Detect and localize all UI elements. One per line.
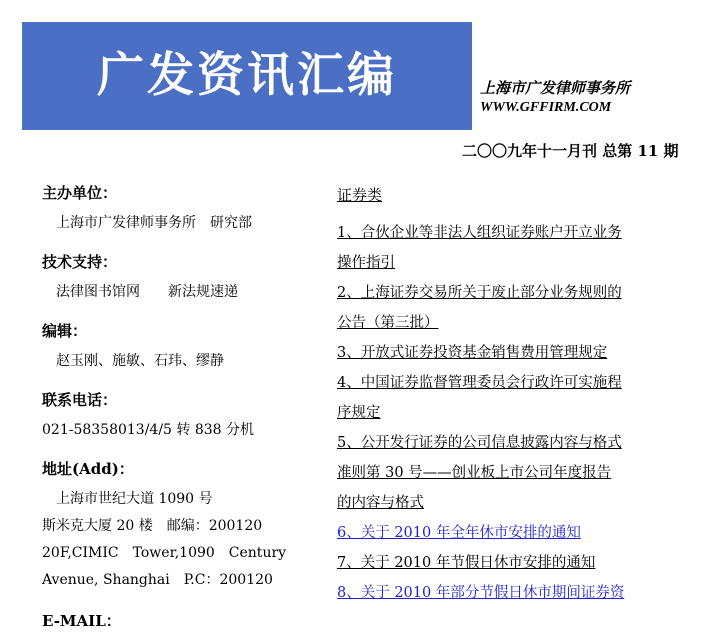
list-item[interactable] (337, 218, 697, 278)
list-item[interactable] (337, 368, 697, 428)
toc-item-line-1: 7、关于 2010 年节假日休市安排的通知 (337, 555, 596, 571)
toc-item-line-2: 公告（第三批） (337, 315, 439, 331)
toc-item-line-1: 1、合伙企业等非法人组织证券账户开立业务 (337, 225, 622, 241)
firm-identity (480, 78, 710, 117)
organizer-label: 主办单位： (42, 184, 118, 202)
firm-name: 上海市广发律师事务所 (480, 79, 631, 97)
toc-item-line-3: 的内容与格式 (337, 495, 424, 511)
list-item[interactable] (337, 428, 697, 518)
toc-item-line-1: 2、上海证券交易所关于废止部分业务规则的 (337, 285, 622, 301)
address-label: 地址(Add)： (42, 460, 134, 478)
firm-website: WWW.GFFIRM.COM (480, 100, 612, 115)
address-line-4: Avenue, Shanghai P.C：200120 (42, 572, 273, 588)
phone-value: 021-58358013/4/5 转 838 分机 (42, 422, 255, 438)
email-label: E-MAIL： (42, 612, 121, 630)
publication-info (42, 182, 332, 632)
list-item[interactable] (337, 578, 697, 608)
phone-label: 联系电话： (42, 391, 118, 409)
toc-item-line-1: 5、公开发行证券的公司信息披露内容与格式 (337, 435, 622, 451)
editor-value: 赵玉刚、施敏、石玮、缪静 (56, 353, 224, 369)
toc-item-line-2: 准则第 30 号——创业板上市公司年度报告 (337, 465, 612, 481)
issue-line: 二〇〇九年十一月刊 总第 11 期 (462, 142, 679, 160)
masthead-banner (22, 22, 472, 130)
toc-item-line-2: 序规定 (337, 405, 381, 421)
toc-item-line-2: 操作指引 (337, 255, 395, 271)
list-item[interactable] (337, 338, 697, 368)
tech-support-label: 技术支持： (42, 253, 118, 271)
address-line-1: 上海市世纪大道 1090 号 (56, 491, 213, 507)
list-item[interactable] (337, 518, 697, 548)
address-line-3: 20F,CIMIC Tower,1090 Century (42, 545, 287, 561)
table-of-contents (337, 182, 697, 608)
toc-item-line-1: 8、关于 2010 年部分节假日休市期间证券资 (337, 585, 625, 601)
list-item[interactable] (337, 548, 697, 578)
publication-title: 广发资讯汇编 (97, 48, 397, 103)
tech-support-value: 法律图书馆网 新法规速递 (56, 284, 238, 300)
list-item[interactable] (337, 278, 697, 338)
toc-item-line-1: 4、中国证券监督管理委员会行政许可实施程 (337, 375, 622, 391)
organizer-value: 上海市广发律师事务所 研究部 (56, 215, 252, 231)
toc-item-line-1: 6、关于 2010 年全年休市安排的通知 (337, 525, 581, 541)
editor-label: 编辑： (42, 322, 88, 340)
toc-item-line-1: 3、开放式证券投资基金销售费用管理规定 (337, 345, 608, 361)
address-line-2: 斯米克大厦 20 楼 邮编：200120 (42, 518, 263, 534)
toc-section-title: 证券类 (337, 186, 383, 204)
